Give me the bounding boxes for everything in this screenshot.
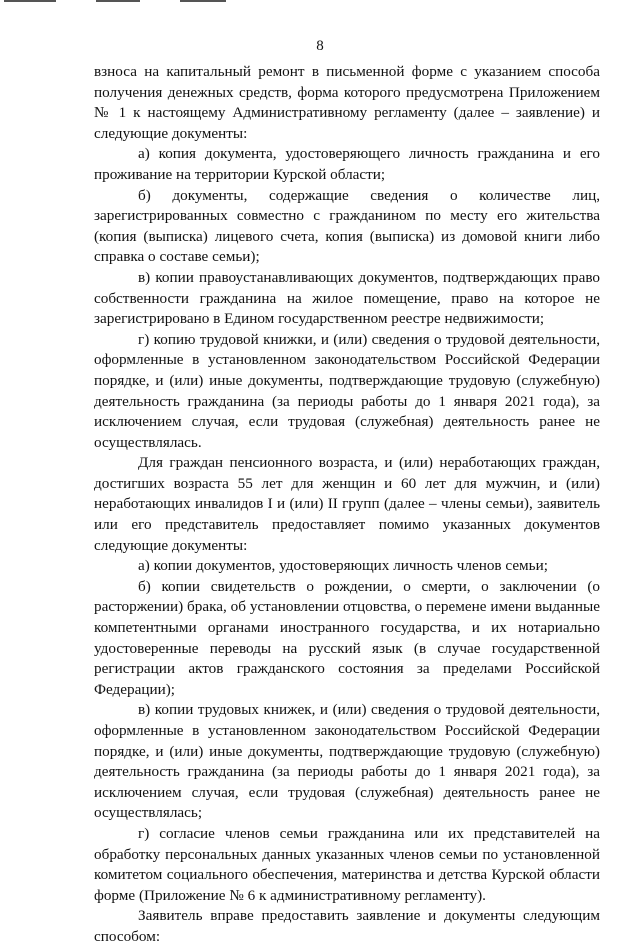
scan-edge-mark (96, 0, 140, 2)
page-number: 8 (316, 38, 324, 54)
document-body (94, 62, 600, 948)
list-item-v: в) копии правоустанавливающих документов, подтверждающих право собственности гражданина на жилое помещение, право на которое не зарегистрировано в Едином государственном реестре недвижимости; (94, 268, 600, 328)
scan-top-edge-marks (0, 0, 640, 6)
list-item-a: а) копия документа, удостоверяющего личность гражданина и его проживание на территории Курской области; (94, 145, 600, 183)
family-list-item-a: а) копии документов, удостоверяющих личность членов семьи; (138, 557, 548, 575)
family-list-item-g: г) согласие членов семьи гражданина или их представителей на обработку персональных данных указанных членов семьи по установленной комитетом социального обеспечения, материнства и детства Курской области форме (Приложение № 6 к административному регламенту). (94, 824, 600, 904)
family-list-item-b: б) копии свидетельств о рождении, о смерти, о заключении (о расторжении) брака, об установлении отцовства, о перемене имени выданные компетентными органами иностранного государства, и их нотариально удостоверенные переводы на русский язык (в случае государственной регистрации актов гражданского состояния за пределами Российской Федерации); (94, 577, 600, 698)
paragraph-family-members: Для граждан пенсионного возраста, и (или) неработающих граждан, достигших возраста 55 лет для женщин и 60 лет для мужчин, и (или) неработающих инвалидов I и (или) II групп (далее – члены семьи), заявитель или его представитель предоставляет помимо указанных документов следующие документы: (94, 454, 600, 554)
family-list-item-v: в) копии трудовых книжек, и (или) сведения о трудовой деятельности, оформленные в установленном законодательством Российской Федерации порядке, и (или) иные документы, подтверждающие трудовую (служебную) деятельность гражданина (за периоды работы до 1 января 2021 года), за исключением случая, если трудовая (служебная) деятельность ранее не осуществлялась; (94, 701, 600, 822)
scan-edge-mark (180, 0, 226, 2)
list-item-b: б) документы, содержащие сведения о количестве лиц, зарегистрированных совместно с гражданином по месту его жительства (копия (выписка) лицевого счета, копия (выписка) из домовой книги либо справка о составе семьи); (94, 186, 600, 266)
scan-edge-mark (4, 0, 56, 2)
paragraph-continuation: взноса на капитальный ремонт в письменной форме с указанием способа получения денежных средств, форма которого предусмотрена Приложением № 1 к настоящему Административному регламенту (далее – заявление) и следующие документы: (94, 63, 600, 142)
list-item-g: г) копию трудовой книжки, и (или) сведения о трудовой деятельности, оформленные в установленном законодательством Российской Федерации порядке, и (или) иные документы, подтверждающие трудовую (служебную) деятельность гражданина (за периоды работы до 1 января 2021 года), за исключением случая, если трудовая (служебная) деятельность ранее не осуществлялась. (94, 330, 600, 451)
paragraph-submission-method: Заявитель вправе предоставить заявление и документы следующим способом: (94, 907, 600, 945)
